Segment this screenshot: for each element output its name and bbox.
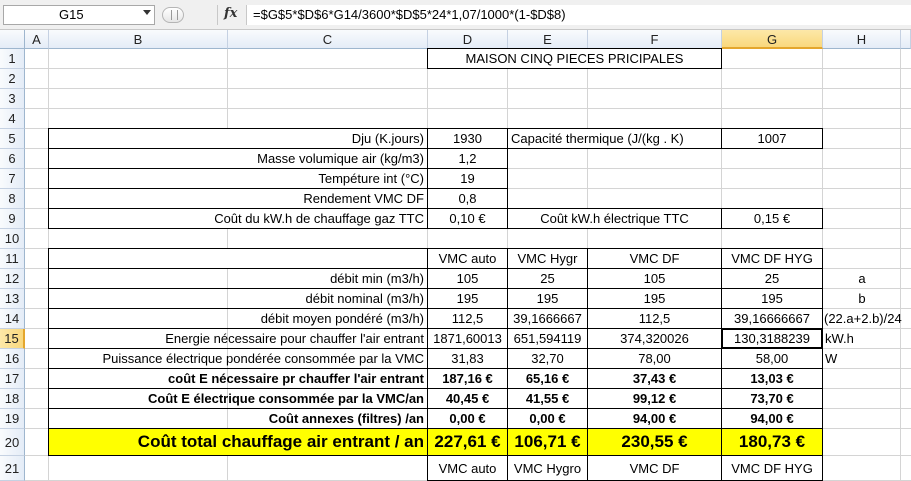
cell-h12[interactable]: a <box>858 271 866 286</box>
row-header-21[interactable]: 21 <box>0 456 25 481</box>
row-header-6[interactable]: 6 <box>0 149 25 169</box>
name-box[interactable] <box>3 5 155 25</box>
footer-vmc-df-hyg[interactable]: VMC DF HYG <box>721 455 823 481</box>
row-label-15[interactable]: Energie nécessaire pour chauffer l'air entrant <box>48 328 428 349</box>
row-header-9[interactable]: 9 <box>0 209 25 229</box>
cell-f14[interactable]: 112,5 <box>587 308 722 329</box>
row-header-13[interactable]: 13 <box>0 289 25 309</box>
cell-g5[interactable]: 1007 <box>721 128 823 149</box>
row-label-16[interactable]: Puissance électrique pondérée consommée par la VMC <box>48 348 428 369</box>
row-header-10[interactable]: 10 <box>0 229 25 249</box>
cell-c9[interactable]: Coût du kW.h de chauffage gaz TTC <box>48 208 428 229</box>
cell-b11[interactable] <box>48 248 428 269</box>
cell-h15[interactable]: kW.h <box>825 331 854 346</box>
cell-g14[interactable]: 39,16666667 <box>721 308 823 329</box>
cell-e5[interactable]: Capacité thermique (J/(kg . K) <box>507 128 722 149</box>
row-header-16[interactable]: 16 <box>0 349 25 369</box>
row-header-14[interactable]: 14 <box>0 309 25 329</box>
cell-e12[interactable]: 25 <box>507 268 588 289</box>
row-header-1[interactable]: 1 <box>0 49 25 69</box>
cell-f13[interactable]: 195 <box>587 288 722 309</box>
cell-g13[interactable]: 195 <box>721 288 823 309</box>
header-vmc-df-hyg[interactable]: VMC DF HYG <box>721 248 823 269</box>
cell-e13[interactable]: 195 <box>507 288 588 309</box>
cell-f18[interactable]: 99,12 € <box>587 388 722 409</box>
cell-e14[interactable]: 39,1666667 <box>507 308 588 329</box>
cell-e17[interactable]: 65,16 € <box>507 368 588 389</box>
cell-e18[interactable]: 41,55 € <box>507 388 588 409</box>
header-vmc-auto[interactable]: VMC auto <box>427 248 508 269</box>
formula-bar-separator <box>217 5 218 25</box>
total-vmc-df-hyg[interactable]: 180,73 € <box>721 428 823 456</box>
formula-bar <box>0 0 911 30</box>
cell-h13[interactable]: b <box>858 291 866 306</box>
cell-d7[interactable]: 19 <box>427 168 508 189</box>
row-header-4[interactable]: 4 <box>0 109 25 129</box>
row-header-20[interactable]: 20 <box>0 429 25 456</box>
column-header-g[interactable]: G <box>722 30 823 49</box>
cell-g15-selected[interactable]: 130,3188239 <box>721 328 823 349</box>
cell-d6[interactable]: 1,2 <box>427 148 508 169</box>
footer-vmc-hygro[interactable]: VMC Hygro <box>507 455 588 481</box>
column-header-a[interactable]: A <box>25 30 49 49</box>
total-vmc-auto[interactable]: 227,61 € <box>427 428 508 456</box>
cell-d16[interactable]: 31,83 <box>427 348 508 369</box>
row-header-15[interactable]: 15 <box>0 329 25 349</box>
formula-input[interactable]: =$G$5*$D$6*G14/3600*$D$5*24*1,07/1000*(1-$D$8) <box>246 5 911 25</box>
cell-d17[interactable]: 187,16 € <box>427 368 508 389</box>
row-header-5[interactable]: 5 <box>0 129 25 149</box>
insert-function-icon[interactable]: fx <box>224 6 238 21</box>
row-label-19[interactable]: Coût annexes (filtres) /an <box>48 408 428 429</box>
select-all-corner[interactable] <box>0 30 25 49</box>
row-header-18[interactable]: 18 <box>0 389 25 409</box>
cell-d12[interactable]: 105 <box>427 268 508 289</box>
cell-e16[interactable]: 32,70 <box>507 348 588 369</box>
name-box-value: G15 <box>59 7 84 22</box>
header-vmc-hygr[interactable]: VMC Hygr <box>507 248 588 269</box>
row-header-7[interactable]: 7 <box>0 169 25 189</box>
cell-d13[interactable]: 195 <box>427 288 508 309</box>
cell-f15[interactable]: 374,320026 <box>587 328 722 349</box>
total-label[interactable]: Coût total chauffage air entrant / an <box>48 428 428 456</box>
cell-g19[interactable]: 94,00 € <box>721 408 823 429</box>
cell-c7[interactable]: Tempéture int (°C) <box>48 168 428 189</box>
row-label-17[interactable]: coût E nécessaire pr chauffer l'air entrant <box>48 368 428 389</box>
column-header-c[interactable]: C <box>228 30 428 49</box>
column-header-h[interactable]: H <box>823 30 901 49</box>
column-header-e[interactable]: E <box>508 30 588 49</box>
column-headers <box>0 30 911 49</box>
cell-f16[interactable]: 78,00 <box>587 348 722 369</box>
cell-h16[interactable]: W <box>825 351 838 366</box>
total-vmc-df[interactable]: 230,55 € <box>587 428 722 456</box>
row-header-12[interactable]: 12 <box>0 269 25 289</box>
cell-c8[interactable]: Rendement VMC DF <box>48 188 428 209</box>
sheet-title-cell[interactable] <box>427 48 722 69</box>
cell-d19[interactable]: 0,00 € <box>427 408 508 429</box>
cell-d18[interactable]: 40,45 € <box>427 388 508 409</box>
cell-g17[interactable]: 13,03 € <box>721 368 823 389</box>
cell-g9[interactable]: 0,15 € <box>721 208 823 229</box>
row-header-11[interactable]: 11 <box>0 249 25 269</box>
total-vmc-hygr[interactable]: 106,71 € <box>507 428 588 456</box>
column-header-i[interactable] <box>901 30 911 49</box>
cell-d8[interactable]: 0,8 <box>427 188 508 209</box>
cell-g18[interactable]: 73,70 € <box>721 388 823 409</box>
cell-f17[interactable]: 37,43 € <box>587 368 722 389</box>
column-header-d[interactable]: D <box>428 30 508 49</box>
cell-f12[interactable]: 105 <box>587 268 722 289</box>
cell-d15[interactable]: 1871,60013 <box>427 328 508 349</box>
cell-c6[interactable]: Masse volumique air (kg/m3) <box>48 148 428 169</box>
cell-e15[interactable]: 651,594119 <box>507 328 588 349</box>
formula-bar-resize-handle[interactable] <box>162 7 184 23</box>
cell-h14[interactable]: (22.a+2.b)/24 <box>824 311 902 326</box>
cell-d14[interactable]: 112,5 <box>427 308 508 329</box>
row-header-8[interactable]: 8 <box>0 189 25 209</box>
row-label-13[interactable]: débit nominal (m3/h) <box>48 288 428 309</box>
cell-d9[interactable]: 0,10 € <box>427 208 508 229</box>
row-label-14[interactable]: débit moyen pondéré (m3/h) <box>48 308 428 329</box>
cell-g16[interactable]: 58,00 <box>721 348 823 369</box>
sheet-title: MAISON CINQ PIECES PRICIPALES <box>465 51 684 66</box>
footer-vmc-auto[interactable]: VMC auto <box>427 455 508 481</box>
cell-c5[interactable]: Dju (K.jours) <box>48 128 428 149</box>
cell-e19[interactable]: 0,00 € <box>507 408 588 429</box>
row-label-12[interactable]: débit min (m3/h) <box>48 268 428 289</box>
cell-e9[interactable]: Coût kW.h électrique TTC <box>507 208 722 229</box>
column-header-f[interactable]: F <box>588 30 722 49</box>
column-header-b[interactable]: B <box>49 30 228 49</box>
name-box-dropdown-icon[interactable] <box>143 10 151 15</box>
cell-d5[interactable]: 1930 <box>427 128 508 149</box>
header-vmc-df[interactable]: VMC DF <box>587 248 722 269</box>
cell-g12[interactable]: 25 <box>721 268 823 289</box>
row-header-2[interactable]: 2 <box>0 69 25 89</box>
row-header-19[interactable]: 19 <box>0 409 25 429</box>
row-header-3[interactable]: 3 <box>0 89 25 109</box>
footer-vmc-df[interactable]: VMC DF <box>587 455 722 481</box>
row-header-17[interactable]: 17 <box>0 369 25 389</box>
cell-f19[interactable]: 94,00 € <box>587 408 722 429</box>
row-label-18[interactable]: Coût E électrique consommée par la VMC/an <box>48 388 428 409</box>
